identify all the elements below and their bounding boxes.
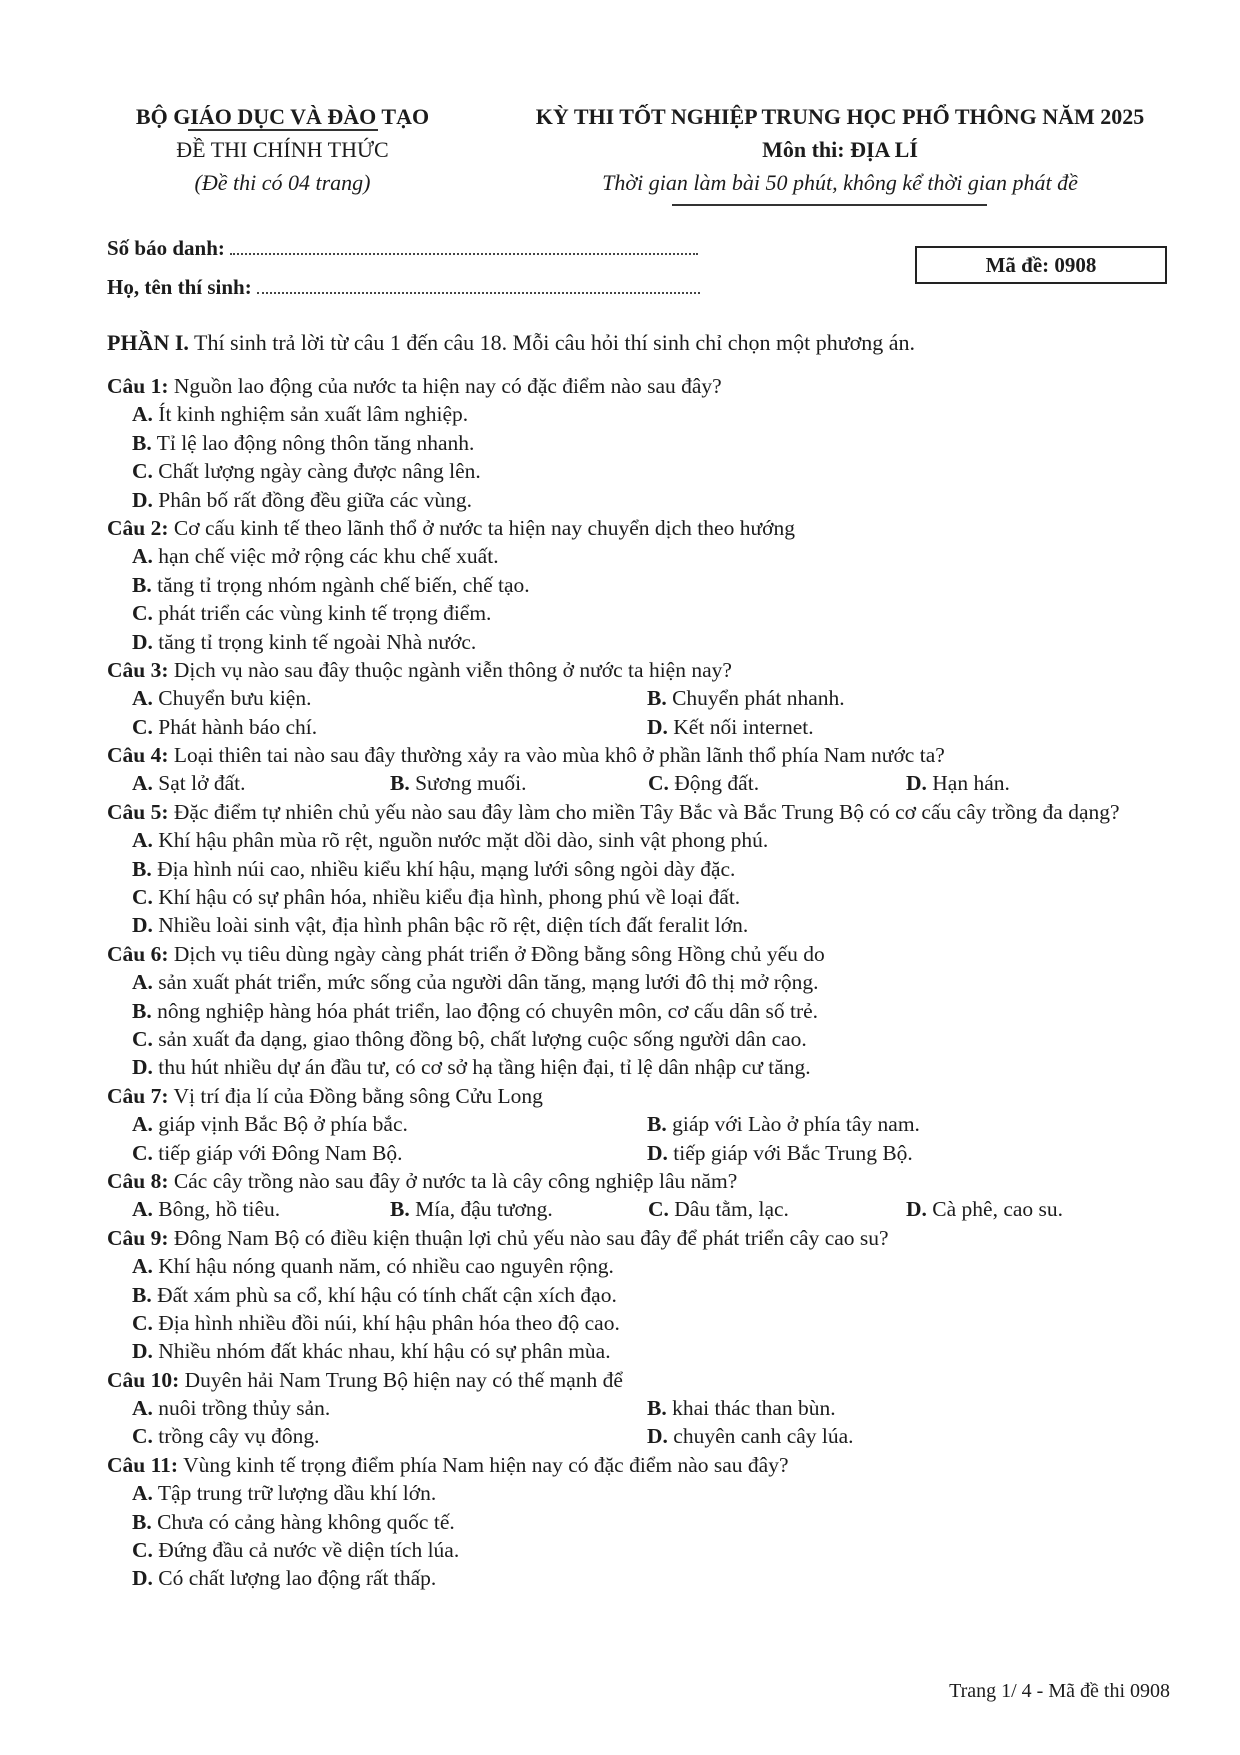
option-row [107,1139,1177,1167]
answer-option[interactable]: D. Cà phê, cao su. [906,1197,1064,1222]
time-underline [672,204,987,206]
ministry-underline [188,129,378,131]
answer-option[interactable]: D. tăng tỉ trọng kinh tế ngoài Nhà nước. [132,629,477,654]
option-row [107,1195,1177,1223]
answer-option[interactable]: A. Sạt lở đất. [132,771,246,796]
answer-option[interactable]: D. Nhiều loài sinh vật, địa hình phân bậc rõ rệt, diện tích đất feralit lớn. [132,913,749,938]
candidate-name-label: Họ, tên thí sinh: [107,275,252,299]
question-stem: Câu 1: Nguồn lao động của nước ta hiện nay có đặc điểm nào sau đây? [107,374,722,398]
answer-option[interactable]: B. giáp với Lào ở phía tây nam. [647,1112,920,1137]
question-stem: Câu 7: Vị trí địa lí của Đồng bằng sông Cửu Long [107,1083,543,1108]
answer-option[interactable]: A. hạn chế việc mở rộng các khu chế xuất. [132,544,499,569]
answer-option[interactable]: A. Tập trung trữ lượng dầu khí lớn. [132,1481,437,1506]
answer-option[interactable]: D. Phân bố rất đồng đều giữa các vùng. [132,487,473,512]
ministry-name: BỘ GIÁO DỤC VÀ ĐÀO TẠO [135,104,430,129]
official-label: ĐỀ THI CHÍNH THỨC [176,137,389,162]
answer-option[interactable]: C. Địa hình nhiều đồi núi, khí hậu phân hóa theo độ cao. [132,1310,620,1335]
question-stem: Câu 9: Đông Nam Bộ có điều kiện thuận lợi chủ yếu nào sau đây để phát triển cây cao su? [107,1225,889,1250]
time-note: Thời gian làm bài 50 phút, không kể thời gian phát đề [602,170,1078,195]
option-row [107,1394,1177,1422]
answer-option[interactable]: D. Có chất lượng lao động rất thấp. [132,1566,437,1591]
answer-option[interactable]: A. Khí hậu nóng quanh năm, có nhiều cao nguyên rộng. [132,1254,614,1279]
answer-option[interactable]: C. tiếp giáp với Đông Nam Bộ. [132,1140,403,1165]
question-stem: Câu 5: Đặc điểm tự nhiên chủ yếu nào sau đây làm cho miền Tây Bắc và Bắc Trung Bộ có cơ cấu cây trồng đa dạng? [107,799,1120,824]
option-row [107,684,1177,712]
answer-option[interactable]: B. Đất xám phù sa cổ, khí hậu có tính chất cận xích đạo. [132,1282,617,1307]
question-stem: Câu 11: Vùng kinh tế trọng điểm phía Nam hiện nay có đặc điểm nào sau đây? [107,1452,789,1477]
candidate-number-row [107,236,698,261]
answer-option[interactable]: D. Kết nối internet. [647,714,814,739]
candidate-name-field[interactable] [257,276,700,294]
part-instruction [107,330,915,356]
answer-option[interactable]: A. Ít kinh nghiệm sản xuất lâm nghiệp. [132,402,469,427]
answer-option[interactable]: B. Chuyển phát nhanh. [647,686,845,711]
exam-code-box: Mã đề: 0908 [915,246,1167,284]
answer-option[interactable]: C. Đứng đầu cả nước về diện tích lúa. [132,1538,460,1563]
answer-option[interactable]: B. Chưa có cảng hàng không quốc tế. [132,1509,455,1534]
answer-option[interactable]: C. Chất lượng ngày càng được nâng lên. [132,459,481,484]
answer-option[interactable]: B. nông nghiệp hàng hóa phát triển, lao động có chuyên môn, cơ cấu dân số trẻ. [132,998,819,1023]
header-right [490,100,1190,199]
part-text: Thí sinh trả lời từ câu 1 đến câu 18. Mỗi câu hỏi thí sinh chỉ chọn một phương án. [194,330,916,355]
question-stem: Câu 8: Các cây trồng nào sau đây ở nước ta là cây công nghiệp lâu năm? [107,1168,738,1193]
answer-option[interactable]: D. tiếp giáp với Bắc Trung Bộ. [647,1140,913,1165]
candidate-name-row [107,275,700,300]
answer-option[interactable]: B. Mía, đậu tương. [390,1197,553,1222]
answer-option[interactable]: C. sản xuất đa dạng, giao thông đồng bộ, chất lượng cuộc sống người dân cao. [132,1027,807,1051]
answer-option[interactable]: D. chuyên canh cây lúa. [647,1424,854,1449]
answer-option[interactable]: C. Khí hậu có sự phân hóa, nhiều kiểu địa hình, phong phú về loại đất. [132,885,741,910]
header-left [110,100,455,199]
candidate-number-label: Số báo danh: [107,236,225,260]
option-row [107,1110,1177,1138]
answer-option[interactable]: C. Phát hành báo chí. [132,714,318,739]
candidate-number-field[interactable] [230,237,698,255]
question-stem: Câu 2: Cơ cấu kinh tế theo lãnh thổ ở nước ta hiện nay chuyển dịch theo hướng [107,515,795,540]
answer-option[interactable]: B. khai thác than bùn. [647,1396,836,1421]
answer-option[interactable]: C. trồng cây vụ đông. [132,1424,320,1449]
page-footer: Trang 1/ 4 - Mã đề thi 0908 [949,1680,1170,1702]
pages-note: (Đề thi có 04 trang) [194,170,371,195]
answer-option[interactable]: B. Địa hình núi cao, nhiều kiểu khí hậu, mạng lưới sông ngòi dày đặc. [132,856,736,881]
answer-option[interactable]: A. nuôi trồng thủy sản. [132,1396,331,1421]
question-stem: Câu 10: Duyên hải Nam Trung Bộ hiện nay có thế mạnh để [107,1367,623,1392]
answer-option[interactable]: A. Bông, hồ tiêu. [132,1197,281,1222]
question-stem: Câu 3: Dịch vụ nào sau đây thuộc ngành viễn thông ở nước ta hiện nay? [107,657,732,682]
option-row [107,713,1177,741]
answer-option[interactable]: A. Chuyển bưu kiện. [132,686,312,711]
question-stem: Câu 4: Loại thiên tai nào sau đây thường xảy ra vào mùa khô ở phần lãnh thổ phía Nam nước ta? [107,743,945,768]
question-stem: Câu 6: Dịch vụ tiêu dùng ngày càng phát triển ở Đồng bằng sông Hồng chủ yếu do [107,941,825,966]
answer-option[interactable]: C. phát triển các vùng kinh tế trọng điểm. [132,601,492,626]
answer-option[interactable]: B. tăng tỉ trọng nhóm ngành chế biến, chế tạo. [132,572,530,597]
part-label: PHẦN I. [107,330,189,355]
answer-option[interactable]: C. Động đất. [648,771,760,796]
answer-option[interactable]: A. giáp vịnh Bắc Bộ ở phía bắc. [132,1112,408,1137]
exam-title: KỲ THI TỐT NGHIỆP TRUNG HỌC PHỔ THÔNG NĂM 2025 [535,104,1145,129]
answer-option[interactable]: D. Nhiều nhóm đất khác nhau, khí hậu có sự phân mùa. [132,1339,611,1364]
option-row [107,769,1177,797]
answer-option[interactable]: C. Dâu tằm, lạc. [648,1197,789,1222]
subject-title: Môn thi: ĐỊA LÍ [762,137,918,162]
question-list [107,372,1177,1593]
answer-option[interactable]: B. Tỉ lệ lao động nông thôn tăng nhanh. [132,430,475,455]
answer-option[interactable]: B. Sương muối. [390,771,527,796]
answer-option[interactable]: D. thu hút nhiều dự án đầu tư, có cơ sở hạ tầng hiện đại, tỉ lệ dân nhập cư tăng. [132,1055,811,1080]
answer-option[interactable]: A. Khí hậu phân mùa rõ rệt, nguồn nước mặt dồi dào, sinh vật phong phú. [132,828,769,853]
option-row [107,1422,1177,1450]
answer-option[interactable]: D. Hạn hán. [906,771,1010,796]
answer-option[interactable]: A. sản xuất phát triển, mức sống của người dân tăng, mạng lưới đô thị mở rộng. [132,970,819,995]
